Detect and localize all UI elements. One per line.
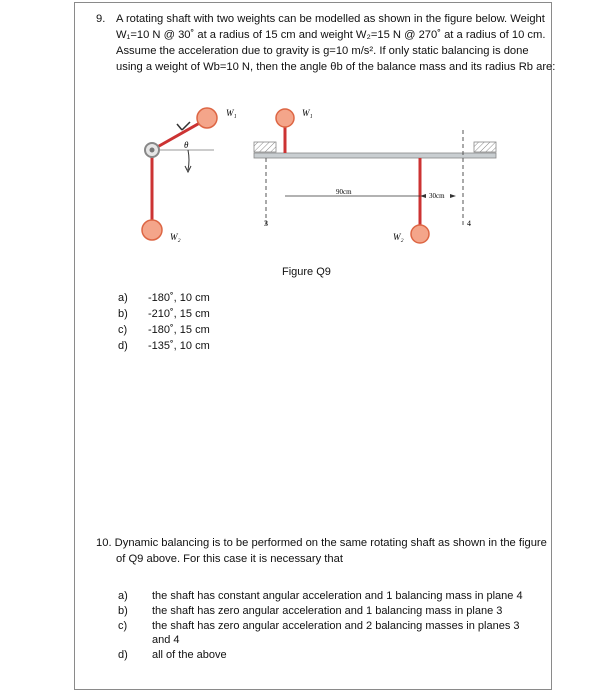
- option-label: c): [118, 324, 128, 336]
- mass-w1-end-view: [197, 108, 217, 128]
- figure-caption: Figure Q9: [282, 266, 331, 278]
- option-label: a): [118, 292, 128, 304]
- dim-arrow-icon: [450, 194, 456, 198]
- option-text: -180˚, 15 cm: [148, 324, 210, 336]
- label-w2-end: W₂: [170, 232, 181, 242]
- option-label: a): [118, 590, 128, 602]
- option-label: b): [118, 605, 128, 617]
- end-view: [142, 108, 237, 242]
- option-label: c): [118, 620, 128, 632]
- option-label: d): [118, 340, 128, 352]
- option-text: -135˚, 10 cm: [148, 340, 210, 352]
- q9-number: 9.: [96, 13, 106, 25]
- plane-3-label: 3: [264, 219, 268, 228]
- option-text: the shaft has zero angular acceleration and 1 balancing mass in plane 3: [152, 605, 503, 617]
- q9-line-4: using a weight of Wb=10 N, then the angle θb of the balance mass and its radius Rb are:: [116, 61, 556, 73]
- q10-line-2: of Q9 above. For this case it is necessary that: [116, 553, 343, 565]
- option-text: the shaft has constant angular acceleration and 1 balancing mass in plane 4: [152, 590, 523, 602]
- option-text: -180˚, 10 cm: [148, 292, 210, 304]
- shaft: [254, 153, 496, 158]
- label-w1-end: W₁: [226, 108, 237, 118]
- mass-w2-side-view: [411, 225, 429, 243]
- dim-label-90cm: 90cm: [336, 188, 352, 196]
- label-w1-side: W₁: [302, 108, 313, 118]
- dim-label-30cm: 30cm: [429, 192, 445, 200]
- figure-q9: [130, 100, 510, 260]
- option-text: all of the above: [152, 649, 227, 661]
- left-bearing: [254, 142, 276, 152]
- q10-line-1: 10. Dynamic balancing is to be performed on the same rotating shaft as shown in the figure: [96, 537, 547, 549]
- plane-4-label: 4: [467, 219, 471, 228]
- w1-rod: [152, 120, 205, 150]
- option-text: -210˚, 15 cm: [148, 308, 210, 320]
- option-label: d): [118, 649, 128, 661]
- q9-line-1: A rotating shaft with two weights can be modelled as shown in the figure below. Weight: [116, 13, 545, 25]
- shaft-center: [150, 148, 155, 153]
- label-w2-side: W₂: [393, 232, 404, 242]
- q9-line-3: Assume the acceleration due to gravity is g=10 m/s². If only static balancing is done: [116, 45, 529, 57]
- mass-w2-end-view: [142, 220, 162, 240]
- right-bearing: [474, 142, 496, 152]
- label-theta: θ: [184, 140, 189, 150]
- option-label: b): [118, 308, 128, 320]
- option-text: and 4: [152, 634, 180, 646]
- mass-w1-side-view: [276, 109, 294, 127]
- option-text: the shaft has zero angular acceleration and 2 balancing masses in planes 3: [152, 620, 520, 632]
- q9-line-2: W₁=10 N @ 30˚ at a radius of 15 cm and weight W₂=15 N @ 270˚ at a radius of 10 cm.: [116, 29, 546, 41]
- side-view: [254, 108, 496, 243]
- theta-arc: [188, 150, 189, 170]
